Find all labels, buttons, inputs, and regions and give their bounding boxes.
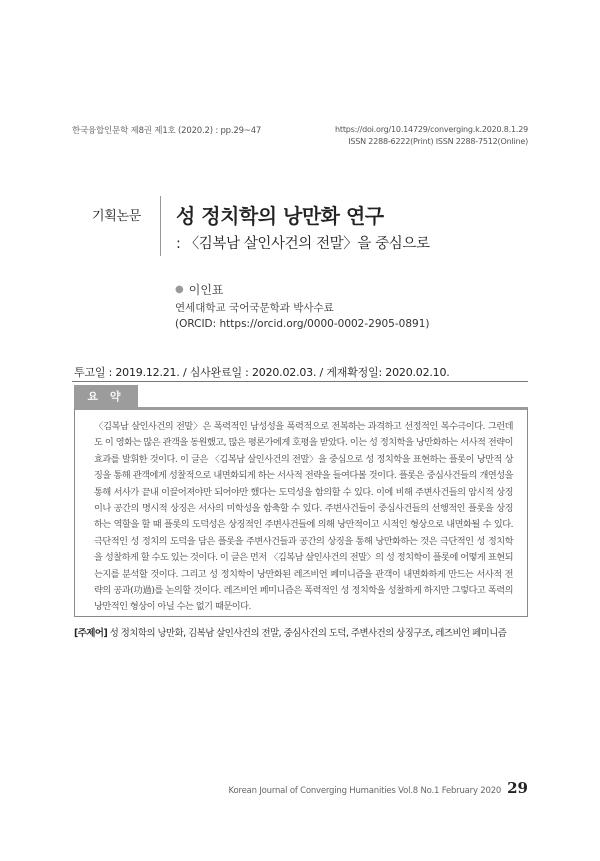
citation-header: 한국융합인문학 제8권 제1호 (2020.2) : pp.29~47 [72, 126, 262, 136]
submission-dates: 투고일 : 2019.12.21. / 심사완료일 : 2020.02.03. / 게재확정일: 2020.02.10. [74, 366, 450, 379]
keywords [74, 625, 534, 639]
issn-text: ISSN 2288-6222(Print) ISSN 2288-7512(Online) [348, 137, 528, 146]
page-number: 29 [507, 779, 528, 797]
doi-issn-header [335, 124, 528, 148]
keywords-text: 성 정치학의 낭만화, 김복남 살인사건의 전말, 중심사건의 도덕, 주변사건의 상징구조, 레즈비언 페미니즘 [109, 628, 507, 639]
abstract-box [74, 407, 528, 617]
abstract-label: 요 약 [74, 385, 138, 407]
author-block [175, 282, 429, 332]
author-name-row [175, 282, 429, 298]
keywords-label: [주제어] [74, 628, 108, 639]
author-name: 이인표 [188, 283, 224, 297]
article-subtitle: : 〈김복남 살인사건의 전말〉을 중심으로 [176, 236, 430, 252]
author-orcid[interactable]: (ORCID: https://orcid.org/0000-0002-2905-0891) [175, 318, 430, 330]
article-title: 성 정치학의 낭만화 연구 [176, 204, 384, 228]
dates-divider [72, 381, 528, 382]
page-footer [229, 779, 528, 797]
journal-name: Korean Journal of Converging Humanities Vol.8 No.1 February 2020 [228, 786, 502, 796]
abstract-text: 〈김복남 살인사건의 전말〉은 폭력적인 남성성을 폭력적으로 전복하는 과격하고 선정적인 복수극이다. 그런데도 이 영화는 많은 관객을 동원했고, 많은 평론가에게 호평을 받았다. 이는 성 정치학을 낭만화하는 서사적 전략이 효과를 발휘한 것이다. 이 글은 〈김복남 살인사건의 전말〉을 중심으로 성 정치학을 표현하는 플롯이 낭만적 상징을 통해 관객에게 성찰적으로 내면화되게 하는 서사적 전략을 들여다볼 것이다. 플롯은 중심사건들의 개연성을 통해 서사가 끝내 이끌어져야만 되어야만 했다는 도덕성을 함의할 수 있다. 이에 비해 주변사건들의 암시적 상징이나 공간의 명시적 상징은 서사의 미학성을 함축할 수 있다. 주변사건들이 중심사건들의 선행적인 플롯을 상징하는 역할을 할 때 플롯의 도덕성은 상징적인 주변사건들에 의해 낭만적이고 시적인 형상으로 내면화될 수 있다. 극단적인 성 정치의 도덕을 담은 플롯을 주변사건들과 공간의 상징을 통해 낭만화하는 것은 극단적인 성 정치학을 성찰하게 할 수도 있는 것이다. 이 글은 먼저 〈김복남 살인사건의 전말〉의 성 정치학이 플롯에 어떻게 표현되는지를 분석할 것이다. 그리고 성 정치학이 낭만화된 레즈비언 페미니즘을 관객이 내면화하게 만드는 서사적 전략의 공과(功過)를 논의할 것이다. 레즈비언 페미니즘은 폭력적인 성 정치학을 성찰하게 하지만 그렇다고 폭력의 낭만적인 형상이 아닐 수는 없기 때문이다. [94, 421, 513, 613]
title-divider [160, 196, 161, 256]
doi-link[interactable]: https://doi.org/10.14729/converging.k.2020.8.1.29 [335, 125, 528, 134]
article-category: 기획논문 [92, 209, 142, 224]
bullet-icon: ● [175, 284, 184, 295]
author-affiliation: 연세대학교 국어국문학과 박사수료 [175, 302, 334, 314]
